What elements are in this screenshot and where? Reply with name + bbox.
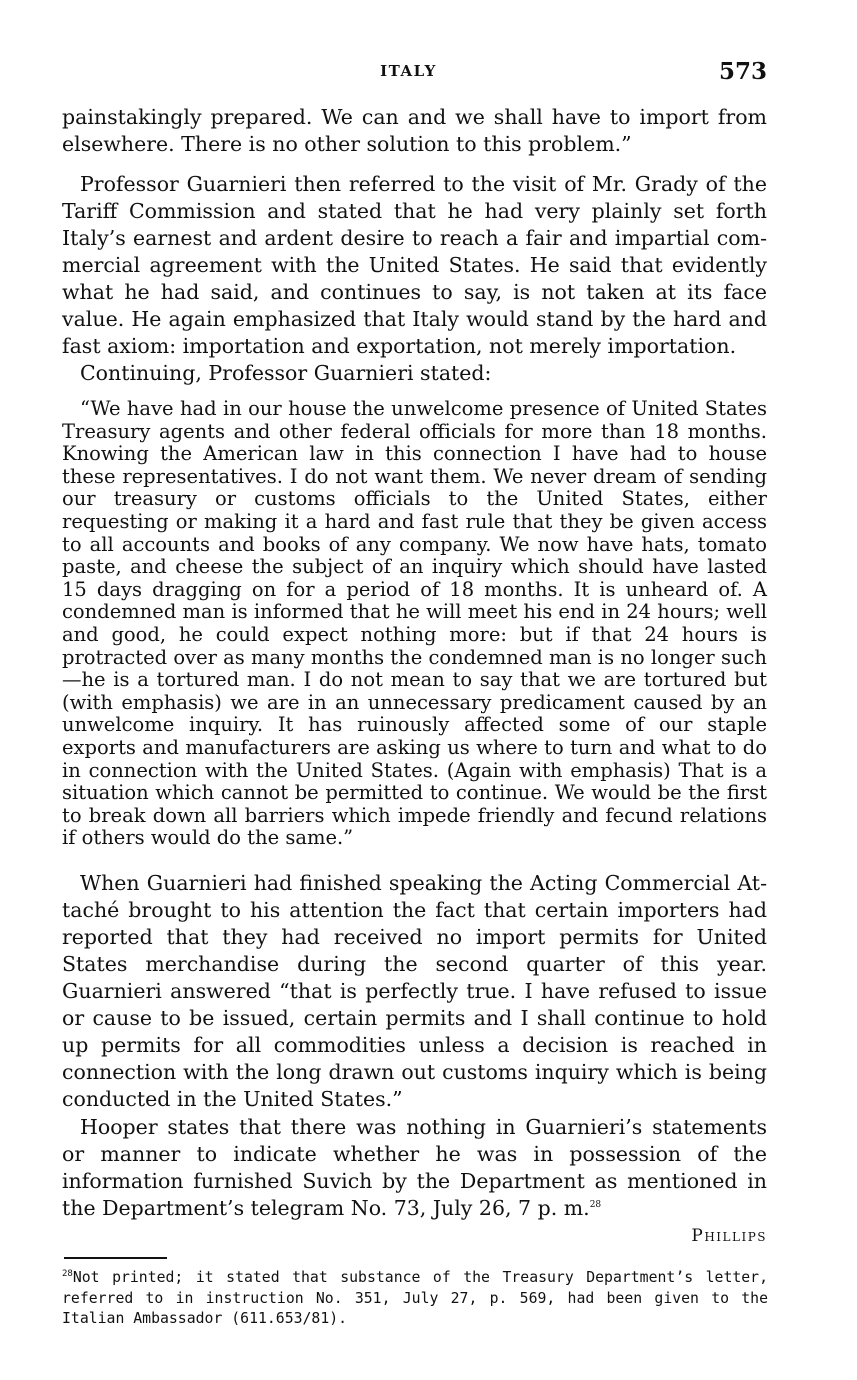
footnote-text: Not printed; it stated that substance of the Treasury Department’s letter, referred to in instruction No. 351, July 27, p. 569, had been given to the Italian Ambassador (611.653/81). <box>62 1269 768 1327</box>
paragraph-hooper-text: Hooper states that there was nothing in Guarnieri’s statements or manner to indicate whether he was in possession of the information furnished Suvich by the Department as mentioned in the Department’s telegram No. 73, July 26, 7 p. m. <box>62 1115 767 1220</box>
paragraph-import-permits: When Guarnieri had finished speaking the Acting Commercial Attaché brought to his attention the fact that certain importers had reported that they had received no import permits for United States merchandise during the second quarter of this year. Guarnieri answered “that is perfectly true. I have refused to issue or cause to be issued, certain permits and I shall continue to hold up permits for all commodities unless a decision is reached in connection with the long drawn out customs inquiry which is being conducted in the United States.” <box>62 871 767 1111</box>
page-number: 573 <box>718 58 767 85</box>
running-head: ITALY <box>380 62 437 80</box>
footnote-marker: 28 <box>62 1269 73 1280</box>
paragraph-grady-visit: Professor Guarnieri then referred to the visit of Mr. Grady of the Tariff Commission and stated that he had very plainly set forth Italy’s earnest and ardent desire to reach a fair and impartial commercial agreement with the United States. He said that evidently what he had said, and continues to say, is not taken at its face value. He again emphasized that Italy would stand by the hard and fast axiom: importation and exportation, not merely importation. <box>62 172 767 358</box>
paragraph-hooper-statement <box>62 1114 767 1222</box>
paragraph-continuing: Continuing, Professor Guarnieri stated: <box>80 361 492 385</box>
footnote-reference: 28 <box>589 1200 602 1211</box>
footnote <box>62 1268 768 1330</box>
paragraph-continued: painstakingly prepared. We can and we shall have to import from elsewhere. There is no other solution to this problem.” <box>62 105 767 156</box>
footnote-divider <box>64 1257 167 1259</box>
signature: Phillips <box>691 1226 767 1246</box>
block-quote-guarnieri: “We have had in our house the unwelcome presence of United States Treasury agents and other federal officials for more than 18 months. Knowing the American law in this connection I have had to house these representatives. I do not want them. We never dream of sending our treasury or customs officials to the United States, either requesting or making it a hard and fast rule that they be given access to all accounts and books of any company. We now have hats, tomato paste, and cheese the subject of an inquiry which should have lasted 15 days dragging on for a period of 18 months. It is unheard of. A condemned man is informed that he will meet his end in 24 hours; well and good, he could expect nothing more: but if that 24 hours is protracted over as many months the condemned man is no longer such—he is a tortured man. I do not mean to say that we are tortured but (with emphasis) we are in an unnecessary predicament caused by an unwelcome inquiry. It has ruinously affected some of our staple exports and manufacturers are asking us where to turn and what to do in connection with the United States. (Again with emphasis) That is a situation which cannot be permitted to continue. We would be the first to break down all barriers which impede friendly and fecund relations if others would do the same.” <box>62 397 767 850</box>
